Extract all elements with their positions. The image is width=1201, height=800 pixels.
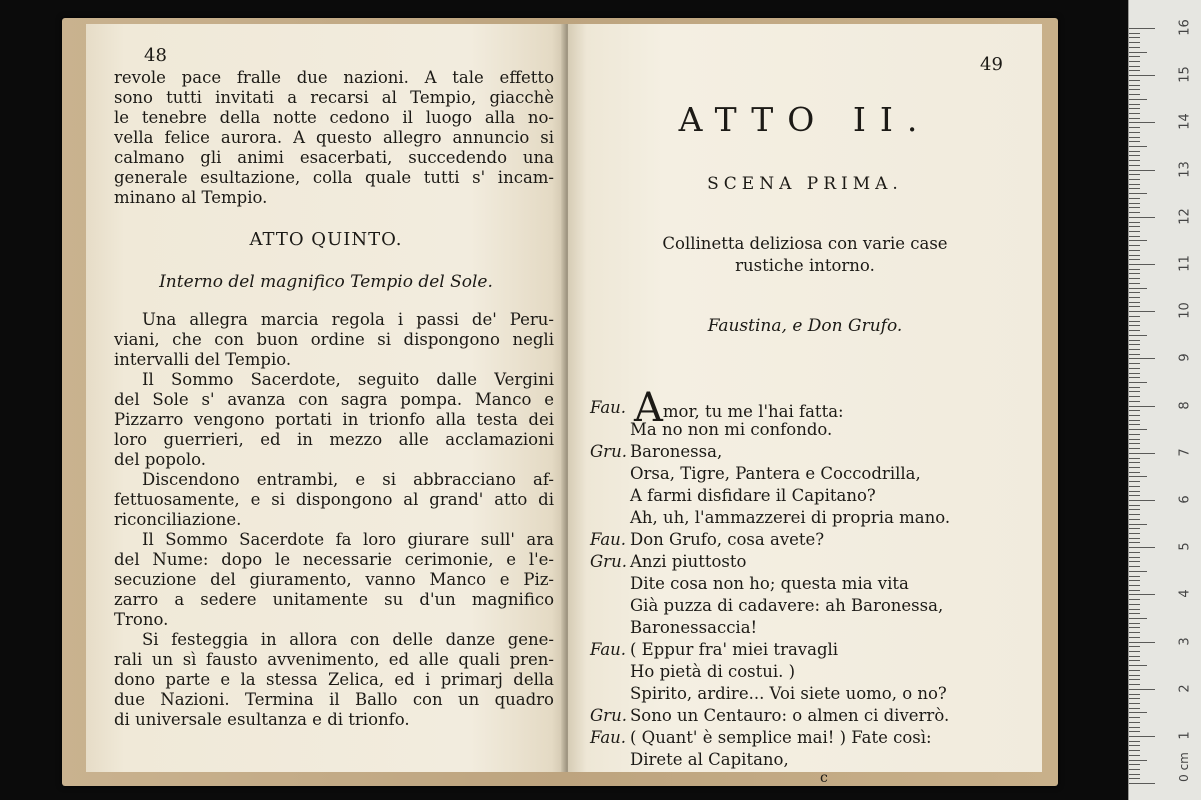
ruler-tick	[1129, 599, 1140, 600]
ruler-tick	[1129, 292, 1140, 293]
ruler-tick	[1129, 684, 1140, 685]
verse-line: Sono un Centauro: o almen ci diverrò.	[630, 706, 950, 725]
ruler-tick	[1129, 750, 1140, 751]
ruler-tick	[1129, 566, 1140, 567]
ruler-tick	[1129, 52, 1147, 53]
text-line: di universale esultanza e di trionfo.	[114, 710, 410, 729]
ruler-tick	[1129, 745, 1140, 746]
ruler-tick	[1129, 585, 1140, 586]
ruler-tick	[1129, 741, 1140, 742]
verse-line: Baronessaccia!	[630, 618, 758, 637]
speaker: Fau.	[590, 728, 627, 747]
text-line: viani, che con buon ordine si dispongono negli	[114, 330, 554, 349]
ruler-tick	[1129, 33, 1140, 34]
ruler-tick	[1129, 325, 1140, 326]
ruler-tick	[1129, 505, 1140, 506]
ruler-tick	[1129, 679, 1140, 680]
ruler-tick	[1129, 637, 1140, 638]
ruler-tick	[1129, 509, 1140, 510]
ruler-tick	[1129, 755, 1140, 756]
ruler-tick	[1129, 689, 1155, 690]
verse-line: Baronessa,	[630, 442, 723, 461]
ruler-tick	[1129, 259, 1140, 260]
ruler-number: 13	[1177, 160, 1193, 178]
ruler-tick	[1129, 174, 1140, 175]
ruler-tick	[1129, 240, 1147, 241]
ruler-tick	[1129, 330, 1140, 331]
ruler-tick	[1129, 736, 1155, 737]
ruler-tick	[1129, 708, 1140, 709]
speaker: Gru.	[590, 706, 627, 725]
ruler-tick	[1129, 642, 1155, 643]
ruler-number: 3	[1177, 636, 1193, 646]
ruler-tick	[1129, 222, 1140, 223]
ruler-tick	[1129, 316, 1140, 317]
setting-line: rustiche intorno.	[735, 256, 875, 275]
ruler-tick	[1129, 514, 1140, 515]
ruler-tick	[1129, 217, 1155, 218]
ruler-tick	[1129, 656, 1140, 657]
verse-line: Orsa, Tigre, Pantera e Coccodrilla,	[630, 464, 921, 483]
ruler-tick	[1129, 670, 1140, 671]
ruler-tick	[1129, 533, 1140, 534]
ruler-tick	[1129, 476, 1147, 477]
ruler-tick	[1129, 552, 1140, 553]
ruler-tick	[1129, 665, 1147, 666]
ruler-tick	[1129, 203, 1140, 204]
ruler-tick	[1129, 264, 1155, 265]
ruler-number: 4	[1177, 589, 1193, 599]
ruler-tick	[1129, 146, 1147, 147]
text-line: Si festeggia in allora con delle danze gene-	[142, 630, 554, 649]
ruler-tick	[1129, 420, 1140, 421]
ruler-tick	[1129, 151, 1140, 152]
ruler-tick	[1129, 193, 1147, 194]
ruler-tick	[1129, 443, 1140, 444]
setting-line: Collinetta deliziosa con varie case	[662, 234, 948, 253]
ruler-number: 12	[1177, 208, 1193, 225]
verse-line: ( Quant' è semplice mai! ) Fate così:	[630, 728, 932, 747]
ruler-tick	[1129, 424, 1140, 425]
ruler-tick	[1129, 613, 1140, 614]
ruler-tick	[1129, 273, 1140, 274]
ruler-tick	[1129, 557, 1140, 558]
ruler-tick	[1129, 458, 1140, 459]
text-line: del Sole s' avanza con sagra pompa. Manco e	[114, 390, 554, 409]
ruler-tick	[1129, 481, 1140, 482]
ruler-tick	[1129, 396, 1140, 397]
ruler-tick	[1129, 528, 1140, 529]
ruler-tick	[1129, 245, 1140, 246]
signature-mark: c	[820, 770, 828, 786]
ruler-tick	[1129, 80, 1140, 81]
ruler-tick	[1129, 188, 1140, 189]
ruler-tick	[1129, 118, 1140, 119]
ruler-tick	[1129, 170, 1155, 171]
characters: Faustina, e Don Grufo.	[707, 316, 903, 336]
text-line: Pizzarro vengono portati in trionfo alla testa dei	[114, 410, 554, 429]
text-line: rali un sì fausto avvenimento, ed alle quali pren-	[114, 650, 554, 669]
right-page	[568, 24, 1042, 786]
ruler-tick	[1129, 698, 1140, 699]
ruler-tick	[1129, 571, 1147, 572]
ruler-tick	[1129, 717, 1140, 718]
ruler-tick	[1129, 547, 1155, 548]
ruler-tick	[1129, 358, 1155, 359]
ruler-number: 11	[1177, 255, 1193, 272]
ruler-tick	[1129, 462, 1140, 463]
ruler-tick	[1129, 486, 1140, 487]
act-title-left: ATTO QUINTO.	[249, 229, 403, 250]
page-number-left: 48	[144, 45, 167, 66]
ruler-tick	[1129, 580, 1140, 581]
speaker: Gru.	[590, 442, 627, 461]
ruler-tick	[1129, 99, 1147, 100]
ruler-tick	[1129, 651, 1140, 652]
ruler-tick	[1129, 627, 1140, 628]
text-line: le tenebre della notte cedono il luogo alla no-	[114, 108, 554, 127]
verse-line: Direte al Capitano,	[630, 750, 789, 769]
ruler-tick	[1129, 778, 1140, 779]
ruler-tick	[1129, 85, 1140, 86]
ruler-tick	[1129, 377, 1140, 378]
ruler-tick	[1129, 434, 1140, 435]
text-line: zarro a sedere unitamente su d'un magnifico	[114, 590, 554, 609]
ruler-tick	[1129, 472, 1140, 473]
ruler-tick	[1129, 590, 1140, 591]
ruler-number: 10	[1177, 302, 1193, 319]
ruler-tick	[1129, 623, 1140, 624]
ruler-tick	[1129, 368, 1140, 369]
ruler-tick	[1129, 712, 1147, 713]
verse-line: A farmi disfidare il Capitano?	[630, 486, 876, 505]
ruler-tick	[1129, 250, 1140, 251]
ruler-tick	[1129, 609, 1140, 610]
ruler-tick	[1129, 340, 1140, 341]
ruler-tick	[1129, 594, 1155, 595]
ruler-tick	[1129, 269, 1140, 270]
ruler-unit: 0 cm	[1176, 752, 1191, 782]
text-line: fettuosamente, e si dispongono al grand' atto di	[114, 490, 554, 509]
ruler-tick	[1129, 226, 1140, 227]
ruler-tick	[1129, 302, 1140, 303]
ruler-tick	[1129, 104, 1140, 105]
verse-line: Ah, uh, l'ammazzerei di propria mano.	[630, 508, 951, 527]
left-page	[86, 24, 566, 772]
text-line: vella felice aurora. A questo allegro annuncio si	[114, 128, 554, 147]
scene-title: SCENA PRIMA.	[707, 174, 903, 194]
ruler-tick	[1129, 660, 1140, 661]
verse-line: Ho pietà di costui. )	[630, 662, 796, 681]
ruler-tick	[1129, 231, 1140, 232]
ruler-tick	[1129, 495, 1140, 496]
ruler-tick	[1129, 760, 1147, 761]
text-line: Trono.	[114, 610, 169, 629]
ruler-tick	[1129, 137, 1140, 138]
ruler-number: 15	[1177, 66, 1193, 83]
ruler-tick	[1129, 722, 1140, 723]
ruler-tick	[1129, 500, 1155, 501]
ruler-tick	[1129, 94, 1140, 95]
ruler-tick	[1129, 410, 1140, 411]
ruler-tick	[1129, 373, 1140, 374]
speaker: Fau.	[590, 398, 627, 417]
text-line: revole pace fralle due nazioni. A tale effetto	[114, 68, 554, 87]
ruler-tick	[1129, 335, 1147, 336]
ruler-tick	[1129, 632, 1140, 633]
ruler-tick	[1129, 764, 1140, 765]
ruler-tick	[1129, 439, 1140, 440]
ruler-tick	[1129, 382, 1147, 383]
text-line: dono parte e la stessa Zelica, ed i primarj della	[114, 670, 554, 689]
ruler-tick	[1129, 519, 1140, 520]
ruler-tick	[1129, 297, 1140, 298]
ruler-tick	[1129, 415, 1140, 416]
ruler-tick	[1129, 311, 1155, 312]
text-line: Il Sommo Sacerdote, seguito dalle Vergini	[142, 370, 554, 389]
speaker: Fau.	[590, 530, 627, 549]
text-line: Il Sommo Sacerdote fa loro giurare sull' ara	[142, 530, 554, 549]
verse-line: Dite cosa non ho; questa mia vita	[630, 574, 909, 593]
ruler-tick	[1129, 467, 1140, 468]
ruler-number: 1	[1177, 731, 1193, 740]
ruler-tick	[1129, 198, 1140, 199]
ruler-tick	[1129, 321, 1140, 322]
verse-line: Don Grufo, cosa avete?	[630, 530, 825, 549]
ruler-number: 16	[1177, 19, 1193, 36]
ruler-number: 6	[1177, 495, 1193, 504]
ruler-number: 8	[1177, 400, 1193, 410]
ruler-tick	[1129, 70, 1140, 71]
ruler-tick	[1129, 448, 1140, 449]
text-line: Una allegra marcia regola i passi de' Peru-	[142, 310, 554, 329]
ruler-tick	[1129, 28, 1155, 29]
ruler-tick	[1129, 255, 1140, 256]
ruler-tick	[1129, 108, 1140, 109]
verse-line: Spirito, ardire... Voi siete uomo, o no?	[630, 684, 947, 703]
speaker: Fau.	[590, 640, 627, 659]
ruler-tick	[1129, 278, 1140, 279]
ruler-tick	[1129, 387, 1140, 388]
ruler-tick	[1129, 618, 1147, 619]
ruler-tick	[1129, 783, 1155, 784]
ruler-tick	[1129, 179, 1140, 180]
ruler-tick	[1129, 769, 1140, 770]
ruler-tick	[1129, 675, 1140, 676]
act-title-right: ATTO II.	[678, 100, 932, 139]
ruler-tick	[1129, 576, 1140, 577]
ruler-tick	[1129, 66, 1140, 67]
ruler-tick	[1129, 113, 1140, 114]
ruler-tick	[1129, 542, 1140, 543]
ruler-tick	[1129, 127, 1140, 128]
text-line: del Nume: dopo le necessarie cerimonie, e l'e-	[114, 550, 554, 569]
verse-line: Ma no non mi confondo.	[630, 420, 833, 439]
text-line: Discendono entrambi, e si abbracciano af-	[142, 470, 554, 489]
verse-line: Anzi piuttosto	[630, 552, 747, 571]
ruler-tick	[1129, 703, 1140, 704]
ruler-tick	[1129, 132, 1140, 133]
ruler-tick	[1129, 155, 1140, 156]
text-line: minano al Tempio.	[114, 188, 268, 207]
ruler-number: 2	[1177, 684, 1193, 693]
ruler-tick	[1129, 75, 1155, 76]
ruler-tick	[1129, 354, 1140, 355]
ruler-tick	[1129, 306, 1140, 307]
ruler-tick	[1129, 122, 1155, 123]
drop-cap: A	[634, 385, 663, 431]
ruler-tick	[1129, 491, 1140, 492]
ruler-tick	[1129, 401, 1140, 402]
text-line: calmano gli animi esacerbati, succedendo una	[114, 148, 554, 167]
ruler-tick	[1129, 727, 1140, 728]
ruler-tick	[1129, 774, 1140, 775]
ruler-tick	[1129, 212, 1140, 213]
ruler-tick	[1129, 538, 1140, 539]
verse-line: Già puzza di cadavere: ah Baronessa,	[630, 596, 944, 615]
ruler-number: 14	[1177, 113, 1193, 131]
verse-line: ( Eppur fra' miei travagli	[630, 640, 839, 659]
ruler-tick	[1129, 56, 1140, 57]
text-line: sono tutti invitati a recarsi al Tempio, giacchè	[114, 88, 554, 107]
text-line: del popolo.	[114, 450, 207, 469]
ruler-tick	[1129, 344, 1140, 345]
text-line: due Nazioni. Termina il Ballo con un quadro	[114, 690, 554, 709]
ruler-tick	[1129, 184, 1140, 185]
ruler-tick	[1129, 89, 1140, 90]
ruler-tick	[1129, 604, 1140, 605]
ruler-tick	[1129, 165, 1140, 166]
ruler-tick	[1129, 160, 1140, 161]
ruler-tick	[1129, 453, 1155, 454]
ruler-tick	[1129, 37, 1140, 38]
ruler-number: 9	[1177, 353, 1193, 363]
ruler-tick	[1129, 646, 1140, 647]
text-line: loro guerrieri, ed in mezzo alle acclamazioni	[114, 430, 554, 449]
ruler-tick	[1129, 524, 1147, 525]
ruler-tick	[1129, 141, 1140, 142]
ruler-tick	[1129, 236, 1140, 237]
text-line: secuzione del giuramento, vanno Manco e Piz-	[114, 570, 554, 589]
ruler-tick	[1129, 61, 1140, 62]
page-number-right: 49	[980, 54, 1003, 75]
setting-left: Interno del magnifico Tempio del Sole.	[159, 272, 493, 292]
ruler-tick	[1129, 42, 1140, 43]
ruler-tick	[1129, 694, 1140, 695]
ruler-tick	[1129, 731, 1140, 732]
text-line: generale esultazione, colla quale tutti s' incam-	[114, 168, 554, 187]
ruler-number: 7	[1177, 448, 1193, 457]
ruler-tick	[1129, 406, 1155, 407]
text-line: intervalli del Tempio.	[114, 350, 292, 369]
text-line: riconciliazione.	[114, 510, 242, 529]
measurement-ruler	[1128, 0, 1201, 800]
ruler-tick	[1129, 349, 1140, 350]
verse-text: mor, tu me l'hai fatta:	[662, 402, 844, 421]
ruler-tick	[1129, 283, 1140, 284]
ruler-number: 5	[1177, 542, 1193, 551]
ruler-tick	[1129, 47, 1140, 48]
ruler-tick	[1129, 391, 1140, 392]
ruler-tick	[1129, 429, 1147, 430]
ruler-tick	[1129, 207, 1140, 208]
speaker: Gru.	[590, 552, 627, 571]
ruler-tick	[1129, 561, 1140, 562]
ruler-tick	[1129, 288, 1147, 289]
ruler-tick	[1129, 363, 1140, 364]
